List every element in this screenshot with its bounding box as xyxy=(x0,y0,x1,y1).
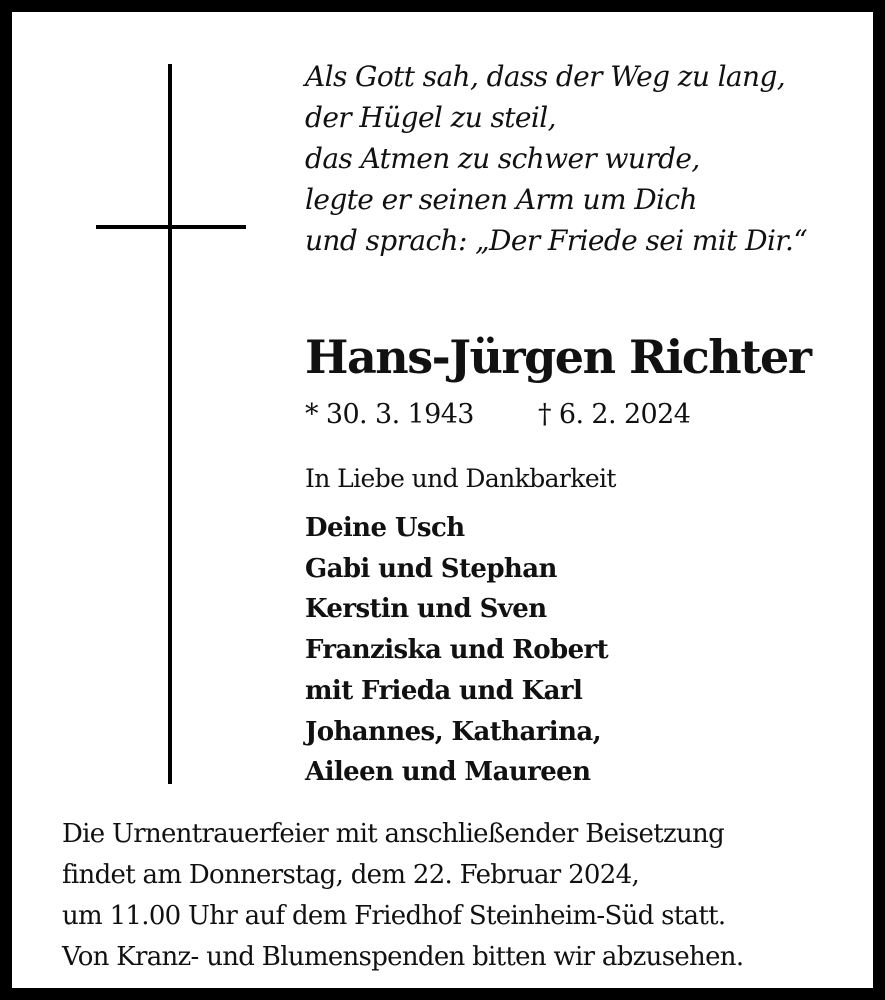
cross-horizontal-bar xyxy=(96,225,246,229)
death-date: † 6. 2. 2024 xyxy=(538,399,691,430)
poem xyxy=(305,56,865,261)
poem-line: und sprach: „Der Friede sei mit Dir.“ xyxy=(305,224,808,257)
mourner-name: Kerstin und Sven xyxy=(305,594,547,625)
mourners-list xyxy=(305,508,608,793)
poem-line: das Atmen zu schwer wurde, xyxy=(305,142,700,175)
notice-line: Von Kranz- und Blumenspenden bitten wir abzusehen. xyxy=(62,942,744,972)
mourner-name: Franziska und Robert xyxy=(305,635,609,666)
notice-line: um 11.00 Uhr auf dem Friedhof Steinheim-Süd statt. xyxy=(62,901,726,931)
birth-date: * 30. 3. 1943 xyxy=(305,399,474,430)
notice-line: Die Urnentrauerfeier mit anschließender Beisetzung xyxy=(62,819,725,849)
poem-line: der Hügel zu steil, xyxy=(305,101,556,134)
mourner-name: Johannes, Katharina, xyxy=(305,716,602,747)
deceased-name: Hans-Jürgen Richter xyxy=(305,330,811,384)
mourner-name: mit Frieda und Karl xyxy=(305,675,583,706)
mourner-name: Gabi und Stephan xyxy=(305,553,557,584)
life-dates xyxy=(305,395,691,435)
poem-line: Als Gott sah, dass der Weg zu lang, xyxy=(305,60,786,93)
intro-text: In Liebe und Dankbarkeit xyxy=(305,464,616,493)
mourner-name: Deine Usch xyxy=(305,513,465,543)
notice-line: findet am Donnerstag, dem 22. Februar 2024, xyxy=(62,860,640,890)
mourner-name: Aileen und Maureen xyxy=(305,757,591,788)
poem-line: legte er seinen Arm um Dich xyxy=(305,183,697,216)
funeral-notice xyxy=(62,814,743,978)
cross-vertical-bar xyxy=(168,64,172,784)
